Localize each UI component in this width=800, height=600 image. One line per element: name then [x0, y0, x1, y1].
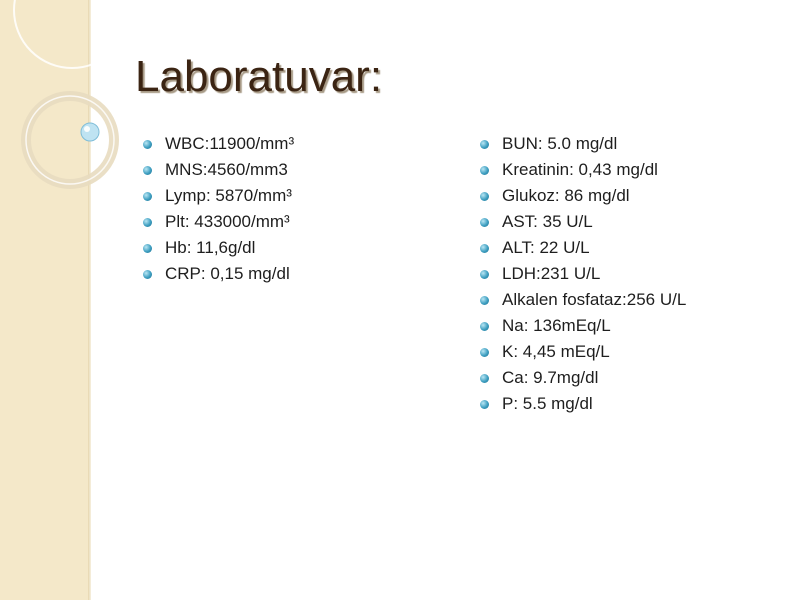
list-item-text: ALT: 22 U/L	[502, 238, 590, 257]
list-item	[478, 339, 686, 365]
list-item	[141, 235, 294, 261]
list-item	[141, 131, 294, 157]
list-item	[478, 365, 686, 391]
bullet-icon	[143, 218, 152, 227]
bullet-icon	[480, 296, 489, 305]
bullet-icon	[143, 244, 152, 253]
list-item-text: Glukoz: 86 mg/dl	[502, 186, 630, 205]
bullet-icon	[143, 270, 152, 279]
list-item-text: CRP: 0,15 mg/dl	[165, 264, 290, 283]
bullet-icon	[480, 192, 489, 201]
list-item	[478, 183, 686, 209]
list-item	[478, 209, 686, 235]
bullet-icon	[143, 166, 152, 175]
list-item	[141, 209, 294, 235]
list-item-text: Plt: 433000/mm³	[165, 212, 290, 231]
list-item-text: Lymp: 5870/mm³	[165, 186, 292, 205]
list-item-text: Ca: 9.7mg/dl	[502, 368, 599, 387]
bullet-icon	[143, 192, 152, 201]
right-lab-list	[478, 131, 686, 417]
list-item	[478, 131, 686, 157]
bullet-icon	[480, 218, 489, 227]
list-item-text: BUN: 5.0 mg/dl	[502, 134, 618, 153]
list-item	[478, 261, 686, 287]
list-item	[478, 157, 686, 183]
left-lab-list	[141, 131, 294, 287]
list-item	[478, 235, 686, 261]
list-item-text: Hb: 11,6g/dl	[165, 238, 256, 257]
list-item-text: LDH:231 U/L	[502, 264, 601, 283]
bullet-icon	[143, 140, 152, 149]
list-item	[141, 183, 294, 209]
bullet-icon	[480, 348, 489, 357]
bullet-icon	[480, 400, 489, 409]
bullet-icon	[480, 374, 489, 383]
bullet-icon	[480, 322, 489, 331]
list-item-text: WBC:11900/mm³	[165, 134, 295, 153]
bullet-icon	[480, 140, 489, 149]
list-item-text: Na: 136mEq/L	[502, 316, 611, 335]
bullet-icon	[480, 270, 489, 279]
list-item	[141, 157, 294, 183]
list-item-text: P: 5.5 mg/dl	[502, 394, 593, 413]
list-item-text: Alkalen fosfataz:256 U/L	[502, 290, 687, 309]
slide-title: Laboratuvar:	[135, 52, 383, 101]
bullet-icon	[480, 244, 489, 253]
list-item	[141, 261, 294, 287]
list-item-text: Kreatinin: 0,43 mg/dl	[502, 160, 658, 179]
list-item-text: K: 4,45 mEq/L	[502, 342, 610, 361]
list-item-text: MNS:4560/mm3	[165, 160, 288, 179]
bullet-icon	[480, 166, 489, 175]
list-item-text: AST: 35 U/L	[502, 212, 593, 231]
list-item	[478, 391, 686, 417]
list-item	[478, 313, 686, 339]
list-item	[478, 287, 686, 313]
decorative-circles	[0, 0, 120, 200]
